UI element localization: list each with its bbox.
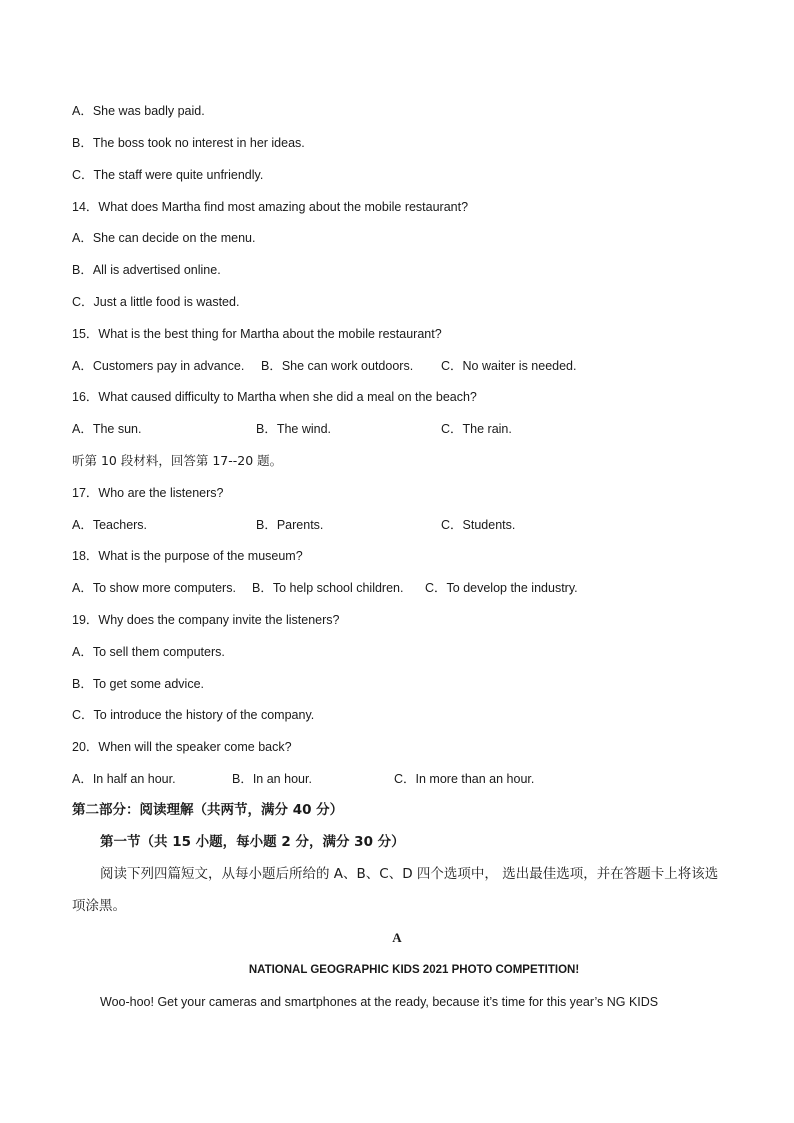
q18-stem: 18．What is the purpose of the museum?: [72, 549, 303, 563]
q13-option-c: C．The staff were quite unfriendly.: [72, 168, 264, 182]
q18-option-b: B．To help school children.: [252, 581, 404, 595]
q14-option-a: A．She can decide on the menu.: [72, 231, 256, 245]
part2-section1-heading: 第一节（共 15 小题，每小题 2 分，满分 30 分）: [100, 834, 405, 850]
q13-option-b: B．The boss took no interest in her ideas.: [72, 136, 305, 150]
q15-option-c: C．No waiter is needed.: [441, 359, 577, 373]
q20-stem: 20．When will the speaker come back?: [72, 740, 292, 754]
q19-option-c: C．To introduce the history of the company.: [72, 708, 315, 722]
q13-option-a: A．She was badly paid.: [72, 104, 205, 118]
part2-heading: 第二部分：阅读理解（共两节，满分 40 分）: [72, 802, 344, 818]
q17-option-b: B．Parents.: [256, 518, 324, 532]
q17-option-a: A．Teachers.: [72, 518, 148, 532]
passage-a-title: NATIONAL GEOGRAPHIC KIDS 2021 PHOTO COMPETITION!: [248, 964, 580, 976]
q16-option-a: A．The sun.: [72, 422, 142, 436]
passage-a-text: Woo-hoo! Get your cameras and smartphones at the ready, because it’s time for this year’s NG KIDS: [100, 995, 659, 1009]
q16-stem: 16．What caused difficulty to Martha when she did a meal on the beach?: [72, 390, 477, 404]
q19-option-b: B．To get some advice.: [72, 677, 205, 691]
section-10-instruction: 听第 10 段材料，回答第 17--20 题。: [72, 453, 283, 468]
q19-stem: 19．Why does the company invite the listeners?: [72, 613, 340, 627]
q20-option-b: B．In an hour.: [232, 772, 312, 786]
q14-stem: 14．What does Martha find most amazing about the mobile restaurant?: [72, 200, 469, 214]
q15-stem: 15．What is the best thing for Martha about the mobile restaurant?: [72, 327, 442, 341]
q20-option-c: C．In more than an hour.: [394, 772, 535, 786]
q16-option-c: C．The rain.: [441, 422, 512, 436]
q16-option-b: B．The wind.: [256, 422, 332, 436]
q15-option-b: B．She can work outdoors.: [261, 359, 414, 373]
q18-option-a: A．To show more computers.: [72, 581, 236, 595]
q14-option-c: C．Just a little food is wasted.: [72, 295, 240, 309]
q14-option-b: B．All is advertised online.: [72, 263, 221, 277]
q15-option-a: A．Customers pay in advance.: [72, 359, 245, 373]
q17-stem: 17．Who are the listeners?: [72, 486, 224, 500]
q19-option-a: A．To sell them computers.: [72, 645, 225, 659]
q18-option-c: C．To develop the industry.: [425, 581, 578, 595]
passage-a-label: A: [392, 930, 402, 945]
q17-option-c: C．Students.: [441, 518, 516, 532]
part2-instruction: 阅读下列四篇短文，从每小题后所给的 A、B、C、D 四个选项中， 选出最佳选项，并在答题卡上将该选项涂黑。: [72, 866, 719, 914]
q20-option-a: A．In half an hour.: [72, 772, 176, 786]
